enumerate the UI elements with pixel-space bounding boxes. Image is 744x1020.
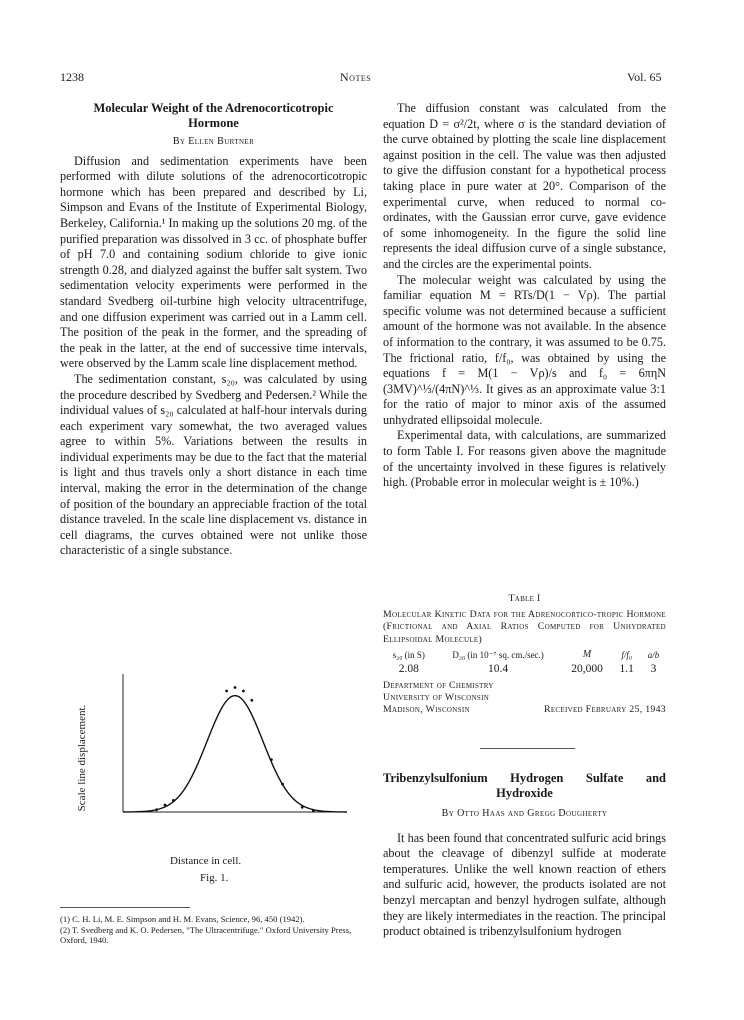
footnote-rule: [60, 907, 190, 908]
table-block: [383, 593, 666, 675]
table-cell: 2.08: [398, 663, 419, 675]
experimental-point: [312, 809, 315, 812]
body-paragraph: Diffusion and sedimentation experiments have been performed with dilute solutions of the adrenocorticotropic hormone which has been prepared and described by Li, Simpson and Evans of the Institute of Experimental Biology, Berkeley, California.¹ In making up the solutions 20 mg. of the purified preparation was dissolved in 3 cc. of phosphate buffer of pH 7.0 and containing sodium chloride to give ionic strength 0.28, and dialyzed against the buffer salt system. Two sedimentation velocity experiments were performed in the standard Svedberg oil-turbine high velocity ultracentrifuge, and one diffusion experiment was carried out in a Lamm cell. The position of the peak in the former, and the spreading of the peak in the latter, at the end of successive time intervals, were observed by the Lamm scale line displacement method.: [60, 153, 367, 371]
table-caption: Molecular Kinetic Data for the Adrenocortico-tropic Hormone (Frictional and Axial Ratios Computed for Unhydrated Ellipsoidal Molecule): [383, 608, 666, 645]
experimental-point: [225, 690, 228, 693]
data-table: [383, 650, 666, 675]
diffusion-plot: [115, 672, 355, 822]
footnotes: [60, 914, 380, 946]
running-section-title: Notes: [340, 70, 372, 84]
address-line: Madison, Wisconsin: [383, 704, 470, 715]
body-paragraph: The diffusion constant was calculated from the equation D = σ²/2t, where σ is the standard deviation of the curve obtained by plotting the scale line displacement against position in the cell. The value was then adjusted to give the diffusion constant for a hypothetical process taking place in pure water at 20°. Comparison of the experimental curve, when reduced to normal co-ordinates, with the Gaussian error curve, gave evidence of some inhomogeneity. In the figure the solid line represents the ideal diffusion curve of a single substance, and the circles are the experimental points.: [383, 101, 666, 271]
figure-1: [60, 672, 380, 887]
article-title: [383, 771, 666, 801]
table-header-cell: a/b: [647, 650, 660, 660]
address-line: University of Wisconsin: [383, 692, 490, 703]
experimental-point: [164, 804, 167, 807]
article-separator: [480, 748, 575, 749]
footnote-1: (1) C. H. Li, M. E. Simpson and H. M. Evans, Science, 96, 450 (1942).: [60, 914, 305, 924]
table-cell: 3: [650, 663, 657, 675]
experimental-point: [281, 783, 284, 786]
received-date: Received February 25, 1943: [544, 704, 666, 715]
article-title-line-1: Molecular Weight of the Adrenocorticotropic: [93, 101, 334, 115]
table-cell: 10.4: [488, 663, 509, 675]
figure-ylabel: Scale line displacement.: [76, 704, 88, 812]
article-byline: By Ellen Burtner: [172, 136, 255, 147]
table-header-cell: s₂₀ (in S): [392, 650, 425, 660]
page-number: 1238: [60, 70, 84, 84]
body-paragraph: It has been found that concentrated sulfuric acid brings about the cleavage of dibenzyl sulfide at moderate temperatures. Unlike the well known reaction of ethers and sulfuric acid, however, the products isolated are not benzyl mercaptan and benzyl hydrogen sulfate, although they are likely intermediates in the reaction. The principal product obtained is tribenzylsulfonium hydrogen: [383, 830, 666, 939]
second-article: [383, 771, 666, 940]
figure-xlabel: Distance in cell.: [170, 855, 242, 867]
table-cell: 1.1: [619, 663, 634, 675]
experimental-point: [270, 758, 273, 761]
table-header-cell: M: [582, 649, 592, 660]
experimental-point: [301, 806, 304, 809]
article-title: [60, 101, 367, 131]
right-column: [383, 101, 666, 491]
experimental-point: [172, 799, 175, 802]
table-label: Table I: [508, 593, 541, 604]
article-title-line-2: Hydroxide: [496, 786, 553, 800]
footnote-2: (2) T. Svedberg and K. O. Pedersen, "The Ultracentrifuge." Oxford University Press, Oxford, 1940.: [60, 924, 352, 945]
table-row: [383, 660, 666, 675]
volume-number: Vol. 65: [627, 70, 662, 84]
table-header-cell: f/f₀: [621, 650, 633, 660]
article-title-line-2: Hormone: [188, 116, 239, 130]
article-title-line-1: Tribenzylsulfonium Hydrogen Sulfate and: [383, 771, 666, 785]
experimental-point: [250, 699, 253, 702]
address-line: Department of Chemistry: [383, 680, 494, 691]
table-header-row: [383, 650, 666, 660]
left-column: [60, 101, 367, 559]
table-cell: 20,000: [571, 663, 603, 675]
body-paragraph: The sedimentation constant, s₂₀, was calculated by using the procedure described by Svedberg and Pedersen.² While the individual values of s₂₀ calculated at half-hour intervals during each experiment vary somewhat, the two averaged values agree to within 5%. Variations between the results in individual experiments may be due to the fact that the material is light and thus travels only a short distance in each time interval, making the error in the determination of the change of position of the boundary an appreciable fraction of the total distance traveled. In the scale line displacement vs. distance in cell diagrams, the curves obtained were not unlike those characteristic of a single substance.: [60, 371, 367, 558]
ideal-diffusion-curve: [123, 696, 347, 812]
table-header-cell: D₂₀ (in 10⁻⁷ sq. cm./sec.): [452, 650, 544, 660]
author-address: [383, 680, 666, 716]
body-paragraph: Experimental data, with calculations, are summarized to form Table I. For reasons given above the magnitude of the uncertainty involved in these figures is relatively high. (Probable error in molecular weight is ± 10%.): [383, 428, 666, 490]
figure-caption: Fig. 1.: [200, 872, 229, 884]
experimental-point: [234, 686, 237, 689]
body-paragraph: The molecular weight was calculated by using the familiar equation M = RTs/D(1 − Vρ). The partial specific volume was not determined because a sufficient amount of the hormone was not available. In the absence of information to the contrary, it was assumed to be 0.75. The frictional ratio, f/f₀, was obtained by using the equations f = M(1 − Vρ)/s and f₀ = 6πηN (3MV)^⅓/(4πN)^⅓. It gives as an approximate value 3:1 for the ratio of major to minor axis of the assumed unhydrated ellipsoidal molecule.: [383, 272, 666, 427]
article-byline: By Otto Haas and Gregg Dougherty: [441, 808, 608, 819]
experimental-point: [155, 808, 158, 811]
experimental-point: [242, 690, 245, 693]
